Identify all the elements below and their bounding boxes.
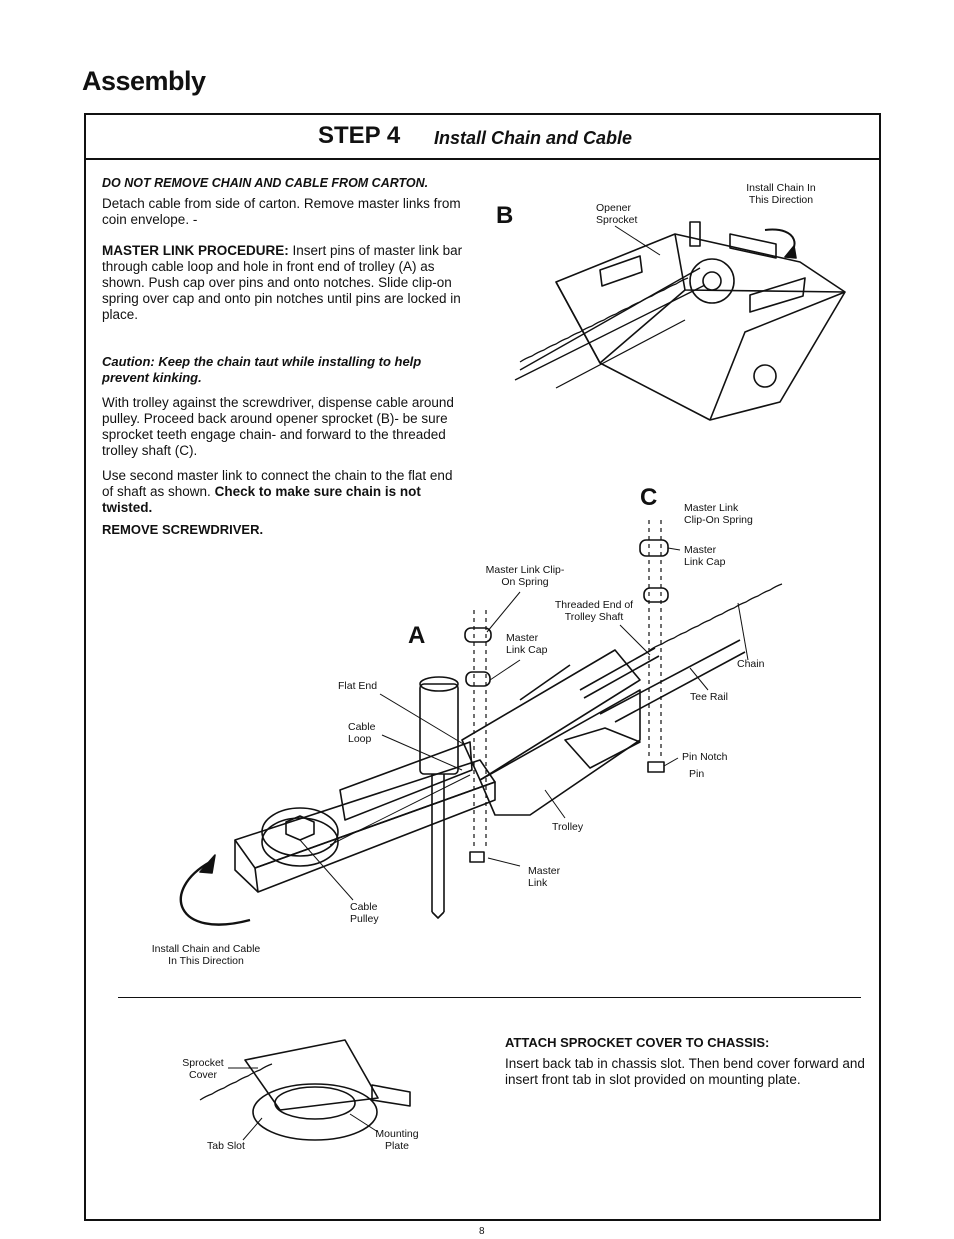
label-chain: Chain <box>737 658 765 670</box>
label-a-clip-spring: Master Link Clip-On Spring <box>485 564 565 588</box>
label-pin-notch: Pin Notch <box>682 751 728 763</box>
label-c-clip-spring: Master Link Clip-On Spring <box>684 502 753 526</box>
label-tab-slot: Tab Slot <box>207 1140 245 1152</box>
section-title: Assembly <box>82 66 206 96</box>
label-install-chain-direction: Install Chain In This Direction <box>746 182 816 206</box>
figure-c-letter: C <box>640 484 658 511</box>
trolley-assembly-drawing <box>181 540 782 925</box>
label-a-link-cap: Master Link Cap <box>506 632 548 656</box>
label-tee-rail: Tee Rail <box>690 691 728 703</box>
instruction-p3: With trolley against the screwdriver, dispense cable around pulley. Proceed back around opener sprocket (B)- be sure sprocket teeth engage chain- and forward to the threaded trolley shaft (C). <box>102 395 454 458</box>
label-install-chain-cable-direction: Install Chain and Cable In This Direction <box>151 943 261 967</box>
figure-b-letter: B <box>496 202 514 229</box>
figure-a-letter: A <box>408 622 426 649</box>
instruction-p4-a: Use second master link to connect the chain to the flat end of shaft as shown. <box>102 468 453 499</box>
sprocket-cover-body: Insert back tab in chassis slot. Then bend cover forward and insert front tab in slot provided on mounting plate. <box>505 1056 865 1087</box>
label-sprocket-cover: Sprocket Cover <box>182 1057 224 1081</box>
instruction-p1: Detach cable from side of carton. Remove master links from coin envelope. - <box>102 196 461 227</box>
instruction-p4-b: Check to make sure chain is not twisted. <box>102 484 421 515</box>
procedure-text: Insert pins of master link bar through cable loop and hole in front end of trolley (A) as shown. Push cap over pins and onto notches. Slide clip-on spring over cap and onto pin notches until pins are locked in place. <box>102 243 463 322</box>
label-trolley: Trolley <box>552 821 584 833</box>
label-c-link-cap: Master Link Cap <box>684 544 726 568</box>
warning-text: DO NOT REMOVE CHAIN AND CABLE FROM CARTON. <box>102 176 429 190</box>
label-opener-sprocket: Opener Sprocket <box>596 202 638 226</box>
step-number: STEP 4 <box>318 122 401 149</box>
sprocket-cover-heading: ATTACH SPROCKET COVER TO CHASSIS: <box>505 1035 770 1050</box>
label-cable-pulley: Cable Pulley <box>350 901 379 925</box>
label-pin: Pin <box>689 768 705 780</box>
caution-text: Caution: Keep the chain taut while installing to help prevent kinking. <box>102 354 422 385</box>
sprocket-cover-drawing <box>200 1040 410 1140</box>
label-threaded-end: Threaded End of Trolley Shaft <box>554 599 634 623</box>
procedure-label: MASTER LINK PROCEDURE: <box>102 243 289 258</box>
step-title: Install Chain and Cable <box>434 128 633 148</box>
instruction-p5: REMOVE SCREWDRIVER. <box>102 522 264 537</box>
label-flat-end: Flat End <box>338 680 378 692</box>
opener-chassis-drawing <box>515 222 845 420</box>
page-number: 8 <box>479 1226 485 1237</box>
section-divider <box>118 997 861 998</box>
label-mounting-plate: Mounting Plate <box>375 1128 419 1152</box>
label-cable-loop: Cable Loop <box>348 721 376 745</box>
label-master-link: Master Link <box>528 865 561 889</box>
